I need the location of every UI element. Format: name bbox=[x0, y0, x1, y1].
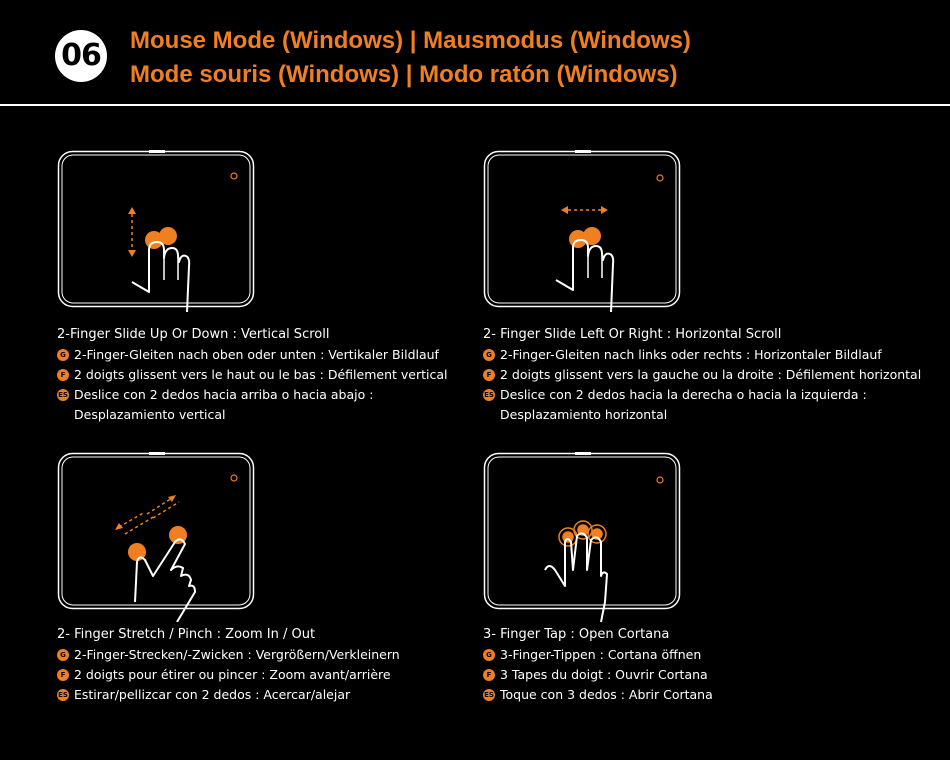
french-flag-icon: F bbox=[57, 669, 69, 681]
caption-spanish: ES Estirar/pellizcar con 2 dedos : Acercar/alejar bbox=[58, 687, 351, 702]
caption-german: G 2-Finger-Strecken/-Zwicken : Vergrößern/Verkleinern bbox=[57, 645, 400, 665]
caption-german: G 2-Finger-Gleiten nach links oder rechts : Horizontaler Bildlauf bbox=[483, 345, 921, 365]
caption-spanish: ES Deslice con 2 dedos hacia la derecha o hacia la izquierda : Desplazamiento horizontal bbox=[484, 387, 867, 422]
caption-spanish: ES Toque con 3 dedos : Abrir Cortana bbox=[484, 687, 713, 702]
touchpad-horizontal-scroll-illustration bbox=[483, 150, 683, 312]
touchpad-indicator-icon bbox=[657, 175, 663, 181]
french-flag-icon: F bbox=[57, 369, 69, 381]
touchpad-vertical-scroll-illustration bbox=[57, 150, 257, 312]
touchpad-top-notch bbox=[575, 150, 591, 153]
touchpad-indicator-icon bbox=[231, 475, 237, 481]
german-flag-icon: G bbox=[57, 649, 69, 661]
section-number-badge: 06 bbox=[55, 30, 107, 82]
touchpad-indicator-icon bbox=[657, 477, 663, 483]
spanish-flag-icon: ES bbox=[484, 691, 494, 699]
diagonal-arrows-icon bbox=[115, 495, 179, 534]
page-header bbox=[0, 0, 950, 105]
german-flag-icon: G bbox=[483, 649, 495, 661]
gesture-caption-horizontal-scroll bbox=[483, 325, 921, 425]
page-title bbox=[130, 24, 691, 92]
caption-spanish: ES Deslice con 2 dedos hacia arriba o hacia abajo : Desplazamiento vertical bbox=[58, 387, 374, 422]
caption-french: F 2 doigts glissent vers la gauche ou la droite : Défilement horizontal bbox=[483, 365, 921, 385]
touchpad-top-notch bbox=[149, 150, 165, 153]
touchpad-outer-frame bbox=[59, 454, 254, 609]
touchpad-zoom-illustration bbox=[57, 452, 257, 622]
touchpad-three-finger-tap-illustration bbox=[483, 452, 683, 622]
touchpad-inner-frame bbox=[62, 457, 250, 605]
caption-german: G 3-Finger-Tippen : Cortana öffnen bbox=[483, 645, 713, 665]
gesture-caption-three-finger-tap bbox=[483, 625, 713, 705]
caption-english: 2- Finger Stretch / Pinch : Zoom In / Out bbox=[57, 627, 316, 642]
german-flag-icon: G bbox=[483, 349, 495, 361]
horizontal-arrow-icon bbox=[561, 206, 608, 214]
spanish-flag-icon: ES bbox=[58, 691, 68, 699]
header-divider bbox=[0, 104, 950, 106]
hand-icon bbox=[556, 240, 613, 312]
caption-english: 2-Finger Slide Up Or Down : Vertical Scroll bbox=[57, 327, 330, 342]
french-flag-icon: F bbox=[483, 369, 495, 381]
touchpad-inner-frame bbox=[488, 155, 676, 303]
caption-english: 2- Finger Slide Left Or Right : Horizontal Scroll bbox=[483, 327, 782, 342]
gesture-caption-vertical-scroll bbox=[57, 325, 448, 425]
caption-french: F 2 doigts pour étirer ou pincer : Zoom avant/arrière bbox=[57, 665, 400, 685]
hand-icon bbox=[132, 242, 189, 312]
title-line-2: Mode souris (Windows) | Modo ratón (Windows) bbox=[130, 61, 678, 88]
gesture-caption-zoom bbox=[57, 625, 400, 705]
touchpad-indicator-icon bbox=[231, 173, 237, 179]
caption-german: G 2-Finger-Gleiten nach oben oder unten : Vertikaler Bildlauf bbox=[57, 345, 448, 365]
caption-french: F 3 Tapes du doigt : Ouvrir Cortana bbox=[483, 665, 713, 685]
caption-english: 3- Finger Tap : Open Cortana bbox=[483, 627, 670, 642]
touchpad-outer-frame bbox=[485, 152, 680, 307]
touchpad-top-notch bbox=[575, 452, 591, 455]
vertical-arrow-icon bbox=[128, 207, 136, 257]
title-line-1: Mouse Mode (Windows) | Mausmodus (Windows) bbox=[130, 27, 691, 54]
touchpad-outer-frame bbox=[59, 152, 254, 307]
spanish-flag-icon: ES bbox=[58, 391, 68, 399]
touchpad-inner-frame bbox=[62, 155, 250, 303]
german-flag-icon: G bbox=[57, 349, 69, 361]
spanish-flag-icon: ES bbox=[484, 391, 494, 399]
caption-french: F 2 doigts glissent vers le haut ou le bas : Défilement vertical bbox=[57, 365, 448, 385]
french-flag-icon: F bbox=[483, 669, 495, 681]
touchpad-top-notch bbox=[149, 452, 165, 455]
